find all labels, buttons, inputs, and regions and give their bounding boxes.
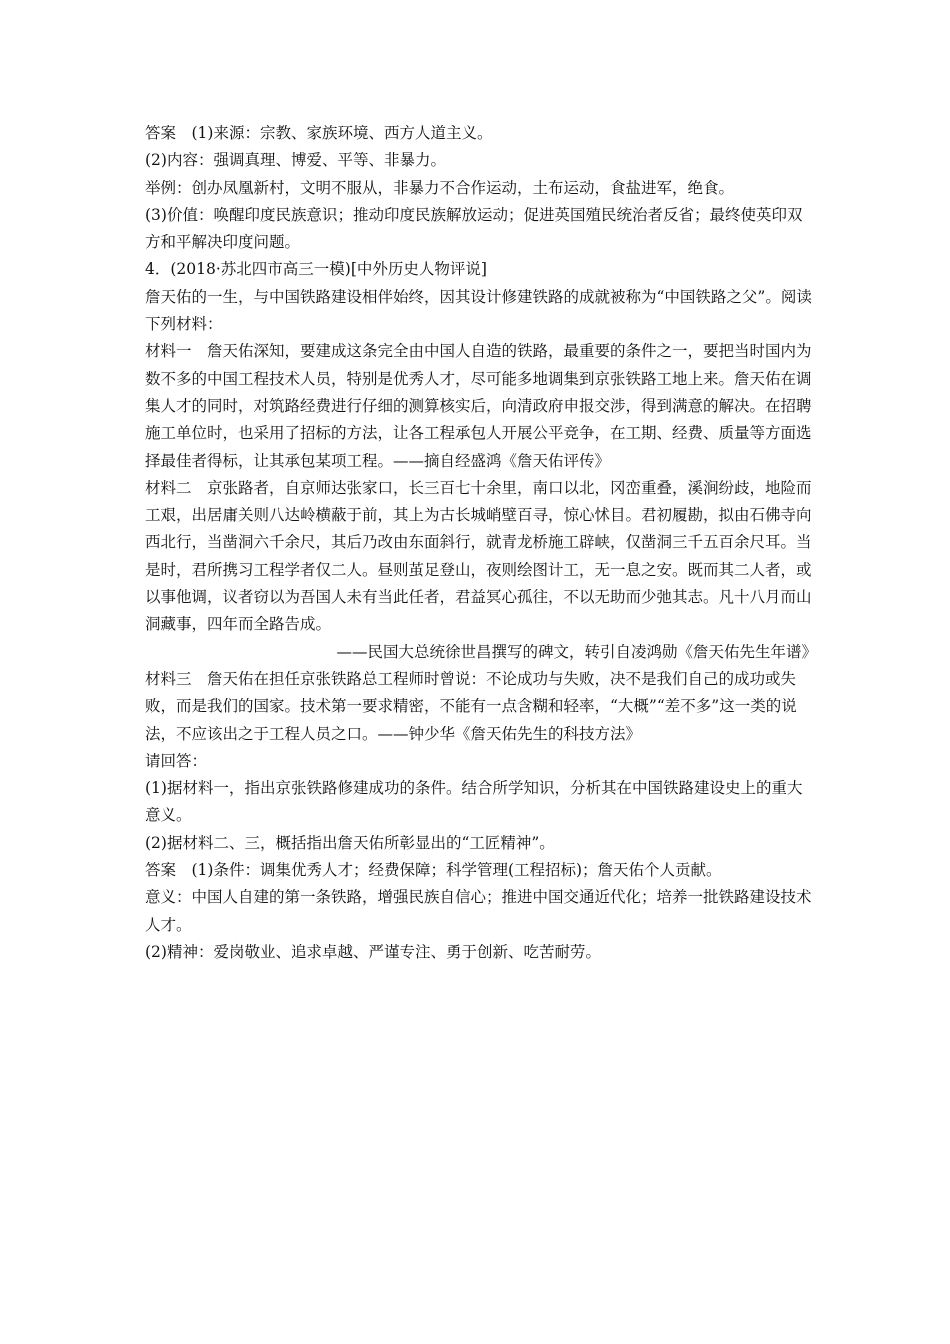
material-3: 材料三 詹天佑在担任京张铁路总工程师时曾说：不论成功与失败，决不是我们自己的成功或失败，而是我们的国家。技术第一要求精密，不能有一点含糊和轻率，“大概”“差不多”这一类的说法，不应该出之于工程人员之口。——钟少华《詹天佑先生的科技方法》 [145, 669, 797, 743]
question-2: (2)据材料二、三，概括指出詹天佑所彰显出的“工匠精神”。 [145, 833, 555, 852]
material-1: 材料一 詹天佑深知，要建成这条完全由中国人自造的铁路，最重要的条件之一，要把当时国内为数不多的中国工程技术人员，特别是优秀人才，尽可能多地调集到京张铁路工地上来。詹天佑在调集人才的同时，对筑路经费进行仔细的测算核实后，向清政府申报交涉，得到满意的解决。在招聘施工单位时，也采用了招标的方法，让各工程承包人开展公平竞争，在工期、经费、质量等方面选择最佳者得标，让其承包某项工程。——摘自经盛鸿《詹天佑评传》 [145, 342, 812, 470]
answer-conditions: 答案 (1)条件：调集优秀人才；经费保障；科学管理(工程招标)；詹天佑个人贡献。 [145, 861, 722, 880]
material-2-source: ——民国大总统徐世昌撰写的碑文，转引自凌鸿勋《詹天佑先生年谱》 [336, 642, 817, 661]
question-prompt: 请回答： [145, 751, 208, 770]
answer-paragraph-3: (3)价值：唤醒印度民族意识；推动印度民族解放运动；促进英国殖民统治者反省；最终使英印双方和平解决印度问题。 [145, 205, 803, 252]
material-2: 材料二 京张路者，自京师达张家口，长三百七十余里，南口以北，冈峦重叠，溪涧纷歧，地险而工艰，出居庸关则八达岭横蔽于前，其上为古长城峭壁百寻，惊心怵目。君初履勘，拟由石佛寺向西北行，当凿洞六千余尺，其后乃改由东面斜行，就青龙桥施工辟峡，仅凿洞三千五百余尺耳。当是时，君所携习工程学者仅二人。昼则茧足登山，夜则绘图计工，无一息之安。既而其二人者，或以事他调，议者窃以为吾国人未有当此任者，君益冥心孤往，不以无助而少弛其志。凡十八月而山洞藏事，四年而全路告成。 [145, 478, 812, 634]
document-body [145, 120, 817, 966]
answer-significance: 意义：中国人自建的第一条铁路，增强民族自信心；推进中国交通近代化；培养一批铁路建设技术人才。 [145, 888, 812, 934]
answer-paragraph-2: (2)内容：强调真理、博爱、平等、非暴力。 [145, 151, 446, 170]
answer-spirit: (2)精神：爱岗敬业、追求卓越、严谨专注、勇于创新、吃苦耐劳。 [145, 942, 601, 961]
question-1: (1)据材料一，指出京张铁路修建成功的条件。结合所学知识，分析其在中国铁路建设史上的重大意义。 [145, 779, 803, 825]
question-intro: 詹天佑的一生，与中国铁路建设相伴始终，因其设计修建铁路的成就被称为“中国铁路之父”。阅读下列材料： [145, 287, 812, 334]
question-4-header: 4．(2018·苏北四市高三一模)[中外历史人物评说] [145, 260, 487, 279]
answer-examples: 举例：创办凤凰新村，文明不服从，非暴力不合作运动，土布运动，食盐进军，绝食。 [145, 178, 735, 197]
answer-paragraph-1: 答案 (1)来源：宗教、家族环境、西方人道主义。 [145, 124, 493, 142]
